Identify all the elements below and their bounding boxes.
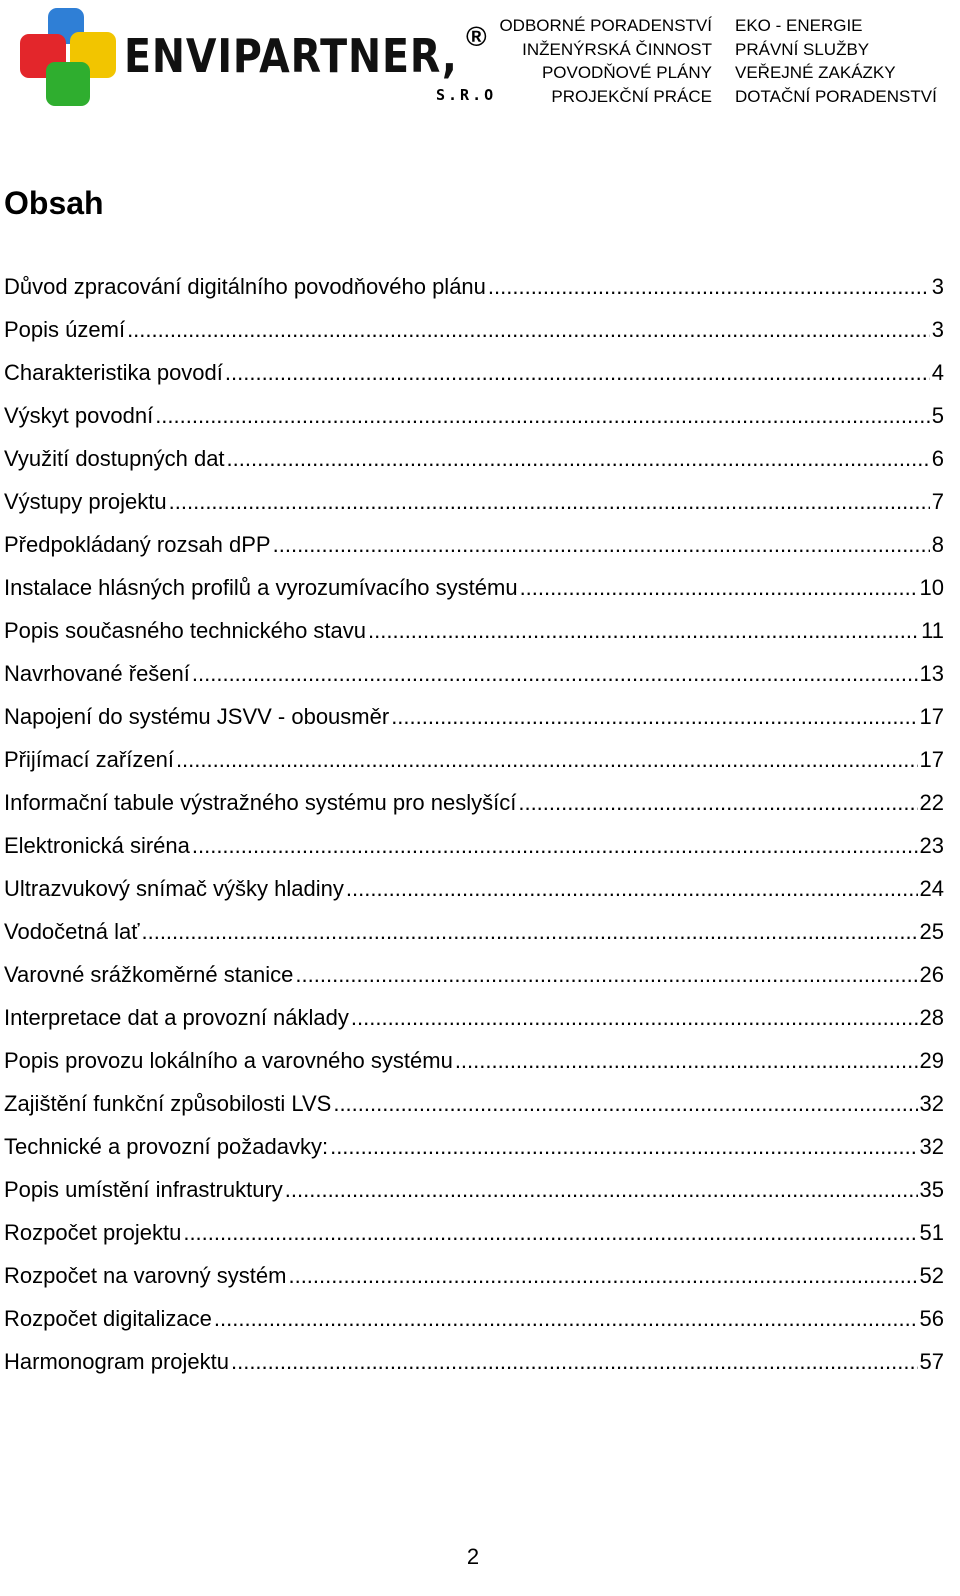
- logo-green-square: [46, 62, 90, 106]
- services-list-left: [499, 14, 712, 108]
- toc-dot-leader: [518, 781, 917, 824]
- toc-entry-page: 4: [931, 360, 944, 385]
- toc-entry-page: 10: [919, 575, 944, 600]
- toc-dot-leader: [455, 1039, 918, 1082]
- toc-entry[interactable]: [4, 824, 944, 867]
- toc-entry-page: 22: [919, 790, 944, 815]
- toc-entry-label: Popis území: [4, 317, 126, 342]
- toc-entry-page: 52: [919, 1263, 944, 1288]
- service-item: POVODŇOVÉ PLÁNY: [541, 63, 712, 82]
- service-item: PROJEKČNÍ PRÁCE: [551, 86, 712, 106]
- toc-entry[interactable]: [4, 867, 944, 910]
- toc-entry-page: 51: [919, 1220, 944, 1245]
- toc-entry[interactable]: [4, 480, 944, 523]
- toc-entry[interactable]: [4, 1211, 944, 1254]
- toc-dot-leader: [330, 1125, 917, 1168]
- toc-entry-label: Napojení do systému JSVV - obousměr: [4, 704, 390, 729]
- toc-entry-label: Výstupy projektu: [4, 489, 167, 514]
- toc-entry-page: 29: [919, 1048, 944, 1073]
- page-title: Obsah: [4, 185, 104, 221]
- toc-entry[interactable]: [4, 652, 944, 695]
- toc-dot-leader: [183, 1211, 917, 1254]
- toc-entry-label: Ultrazvukový snímač výšky hladiny: [4, 876, 344, 901]
- toc-entry[interactable]: [4, 265, 944, 308]
- toc-entry-page: 24: [919, 876, 944, 901]
- toc-entry-label: Popis provozu lokálního a varovného systému: [4, 1048, 453, 1073]
- toc-entry[interactable]: [4, 996, 944, 1039]
- toc-entry-label: Předpokládaný rozsah dPP: [4, 532, 271, 557]
- toc-entry-label: Varovné srážkoměrné stanice: [4, 962, 294, 987]
- toc-entry-page: 17: [919, 747, 944, 772]
- toc-entry-label: Rozpočet na varovný systém: [4, 1263, 287, 1288]
- toc-dot-leader: [351, 996, 918, 1039]
- service-item: INŽENÝRSKÁ ČINNOST: [522, 39, 712, 59]
- toc-entry-page: 8: [931, 532, 944, 557]
- toc-entry[interactable]: [4, 738, 944, 781]
- toc-dot-leader: [488, 265, 930, 308]
- toc-entry[interactable]: [4, 781, 944, 824]
- toc-entry-label: Přijímací zařízení: [4, 747, 174, 772]
- brand-wordmark: ENVIPARTNER,: [124, 29, 458, 83]
- toc-entry[interactable]: [4, 1082, 944, 1125]
- toc-dot-leader: [295, 953, 917, 996]
- toc-entry-page: 3: [931, 274, 944, 299]
- toc-entry-page: 28: [919, 1005, 944, 1030]
- toc-entry-label: Charakteristika povodí: [4, 360, 223, 385]
- toc-entry[interactable]: [4, 1297, 944, 1340]
- registered-mark: ®: [466, 21, 487, 52]
- toc-dot-leader: [214, 1297, 918, 1340]
- toc-entry-page: 35: [919, 1177, 944, 1202]
- toc-entry-label: Technické a provozní požadavky:: [4, 1134, 329, 1159]
- toc-dot-leader: [288, 1254, 917, 1297]
- toc-entry-page: 25: [919, 919, 944, 944]
- service-item: DOTAČNÍ PORADENSTVÍ: [735, 86, 937, 106]
- toc-dot-leader: [227, 437, 930, 480]
- toc-entry-label: Vodočetná lať: [4, 919, 140, 944]
- toc-entry[interactable]: [4, 351, 944, 394]
- toc-entry-label: Elektronická siréna: [4, 833, 190, 858]
- toc-entry-page: 32: [919, 1134, 944, 1159]
- toc-entry-label: Harmonogram projektu: [4, 1349, 229, 1374]
- toc-dot-leader: [176, 738, 918, 781]
- toc-dot-leader: [192, 652, 918, 695]
- toc-entry-label: Navrhované řešení: [4, 661, 190, 686]
- toc-entry[interactable]: [4, 1340, 944, 1383]
- toc-dot-leader: [285, 1168, 918, 1211]
- toc-entry-label: Rozpočet digitalizace: [4, 1306, 212, 1331]
- toc-entry-label: Interpretace dat a provozní náklady: [4, 1005, 349, 1030]
- toc-dot-leader: [333, 1082, 917, 1125]
- toc-entry-label: Instalace hlásných profilů a vyrozumívacího systému: [4, 575, 518, 600]
- toc-entry[interactable]: [4, 1168, 944, 1211]
- service-item: EKO - ENERGIE: [735, 16, 863, 35]
- toc-entry[interactable]: [4, 437, 944, 480]
- toc-entry-page: 23: [919, 833, 944, 858]
- toc-dot-leader: [225, 351, 930, 394]
- toc-entry-page: 11: [921, 618, 944, 643]
- company-suffix: S.R.O: [436, 86, 497, 104]
- toc-entry[interactable]: [4, 308, 944, 351]
- toc-entry-label: Využití dostupných dat: [4, 446, 225, 471]
- toc-entry-page: 6: [931, 446, 944, 471]
- service-item: VEŘEJNÉ ZAKÁZKY: [735, 63, 896, 82]
- toc-entry-page: 57: [919, 1349, 944, 1374]
- toc-dot-leader: [141, 910, 917, 953]
- toc-dot-leader: [192, 824, 918, 867]
- toc-entry[interactable]: [4, 1125, 944, 1168]
- toc-entry[interactable]: [4, 566, 944, 609]
- toc-dot-leader: [520, 566, 918, 609]
- toc-entry-label: Informační tabule výstražného systému pro neslyšící: [4, 790, 517, 815]
- toc-entry[interactable]: [4, 695, 944, 738]
- toc-entry-page: 7: [931, 489, 944, 514]
- toc-dot-leader: [169, 480, 930, 523]
- toc-entry[interactable]: [4, 910, 944, 953]
- toc-entry-page: 5: [931, 403, 944, 428]
- toc-entry-label: Popis současného technického stavu: [4, 618, 367, 643]
- toc-entry-page: 56: [919, 1306, 944, 1331]
- toc-entry-page: 3: [931, 317, 944, 342]
- toc-entry[interactable]: [4, 1254, 944, 1297]
- toc-entry[interactable]: [4, 394, 944, 437]
- toc-entry-label: Rozpočet projektu: [4, 1220, 182, 1245]
- toc-dot-leader: [155, 394, 930, 437]
- page-number: 2: [466, 1544, 480, 1569]
- toc-dot-leader: [346, 867, 918, 910]
- toc-entry-page: 17: [919, 704, 944, 729]
- toc-entry[interactable]: [4, 1039, 944, 1082]
- toc-entry-page: 26: [919, 962, 944, 987]
- toc-dot-leader: [391, 695, 917, 738]
- page-header: [0, 0, 960, 120]
- service-item: PRÁVNÍ SLUŽBY: [735, 39, 870, 59]
- toc-entry-label: Výskyt povodní: [4, 403, 154, 428]
- toc-entry-page: 13: [919, 661, 944, 686]
- toc-entry-label: Zajištění funkční způsobilosti LVS: [4, 1091, 332, 1116]
- toc-entry[interactable]: [4, 609, 944, 652]
- service-item: ODBORNÉ PORADENSTVÍ: [499, 16, 712, 35]
- toc-entry-label: Důvod zpracování digitálního povodňového plánu: [4, 274, 486, 299]
- toc-dot-leader: [127, 308, 930, 351]
- toc-entry-page: 32: [919, 1091, 944, 1116]
- toc-entry-label: Popis umístění infrastruktury: [4, 1177, 283, 1202]
- services-list-right: [735, 14, 937, 108]
- toc-dot-leader: [273, 523, 930, 566]
- toc-entry[interactable]: [4, 523, 944, 566]
- toc-dot-leader: [368, 609, 919, 652]
- toc-entry[interactable]: [4, 953, 944, 996]
- toc-dot-leader: [231, 1340, 918, 1383]
- table-of-contents: [4, 265, 944, 1383]
- company-logo: [18, 8, 118, 108]
